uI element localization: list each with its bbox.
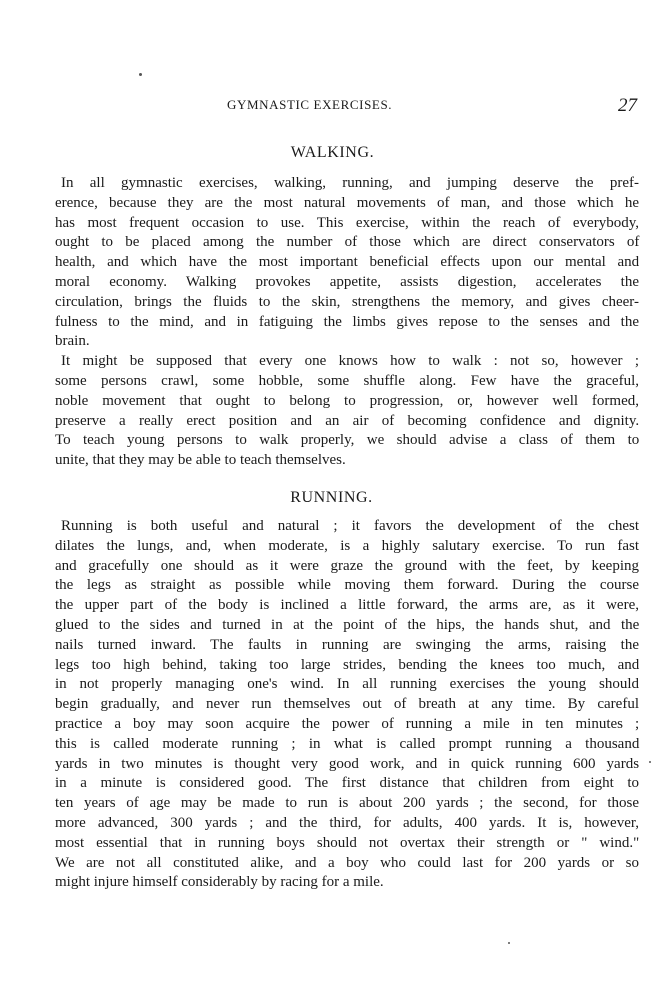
section-heading-running: RUNNING. (290, 489, 373, 506)
text-line: ought to be placed among the number of those which are direct conservators of (55, 234, 640, 251)
text-line: health, and which have the most important beneficial effects upon our mental and (55, 254, 640, 271)
text-line: begin gradually, and never run themselves out of breath at any time. By careful (55, 696, 639, 713)
text-line: unite, that they may be able to teach themselves. (55, 452, 346, 469)
text-line: this is called moderate running ; in what is called prompt running a thousand (55, 735, 640, 752)
running-head (0, 95, 671, 119)
text-line: fulness to the mind, and in fatiguing the limbs gives repose to the senses and the (55, 313, 639, 330)
text-line: Running is both useful and natural ; it favors the development of the chest (61, 518, 639, 534)
text-line: most essential that in running boys should not overtax their strength or " wind." (55, 834, 640, 851)
text-line: circulation, brings the fluids to the skin, strengthens the memory, and gives cheer- (55, 293, 639, 310)
text-line: It might be supposed that every one knows how to walk : not so, however ; (61, 353, 639, 370)
running-title: GYMNASTIC EXERCISES. (227, 97, 393, 112)
text-line: in not properly managing one's wind. In all running exercises the young should (55, 676, 639, 693)
text-line: We are not all constituted alike, and a boy who could last for 200 yards or so (55, 854, 639, 871)
text-line: brain. (55, 333, 90, 350)
paragraph (55, 517, 639, 893)
text-line: In all gymnastic exercises, walking, running, and jumping deserve the pref- (61, 175, 639, 191)
paragraph (55, 352, 639, 471)
text-line: nails turned inward. The faults in running are swinging the arms, raising the (55, 636, 639, 653)
text-line: noble movement that ought to belong to progression, or, however well formed, (55, 392, 639, 409)
walking-text (55, 174, 639, 471)
text-line: the legs as straight as possible while moving them forward. During the course (55, 577, 639, 594)
print-speck (139, 73, 142, 76)
text-line: ten years of age may be made to run is about 200 yards ; the second, for those (55, 795, 639, 812)
section-heading-walking: WALKING. (290, 144, 375, 161)
text-line: dilates the lungs, and, when moderate, is a highly salutary exercise. To run fast (55, 537, 639, 554)
print-speck (508, 942, 510, 944)
text-line: in a minute is considered good. The first distance that children from eight to (55, 775, 639, 792)
text-line: yards in two minutes is thought very good work, and in quick running 600 yards (55, 755, 640, 772)
text-line: some persons crawl, some hobble, some shuffle along. Few have the graceful, (55, 372, 639, 389)
text-line: practice a boy may soon acquire the power of running a mile in ten minutes ; (55, 715, 640, 732)
text-line: glued to the sides and turned in at the point of the hips, the hands shut, and the (55, 616, 640, 633)
text-line: moral economy. Walking provokes appetite, assists digestion, accelerates the (55, 273, 639, 290)
text-line: preserve a really erect position and an air of becoming confidence and dignity. (55, 412, 640, 429)
text-line: has most frequent occasion to use. This exercise, within the reach of everybody, (55, 214, 639, 231)
text-line: erence, because they are the most natural movements of man, and those which he (55, 194, 639, 211)
print-speck (649, 761, 651, 763)
text-line: more advanced, 300 yards ; and the third, for adults, 400 yards. It is, however, (55, 814, 639, 831)
text-line: legs too high behind, taking too large strides, bending the knees too much, and (55, 656, 640, 673)
paragraph (55, 174, 639, 352)
text-line: the upper part of the body is inclined a little forward, the arms are, as it were, (55, 597, 639, 614)
page-number: 27 (618, 95, 637, 116)
text-line: and gracefully one should as it were graze the ground with the feet, by keeping (55, 557, 639, 574)
text-line: To teach young persons to walk properly, we should advise a class of them to (55, 432, 640, 449)
running-text (55, 517, 639, 893)
text-line: might injure himself considerably by racing for a mile. (55, 874, 384, 891)
